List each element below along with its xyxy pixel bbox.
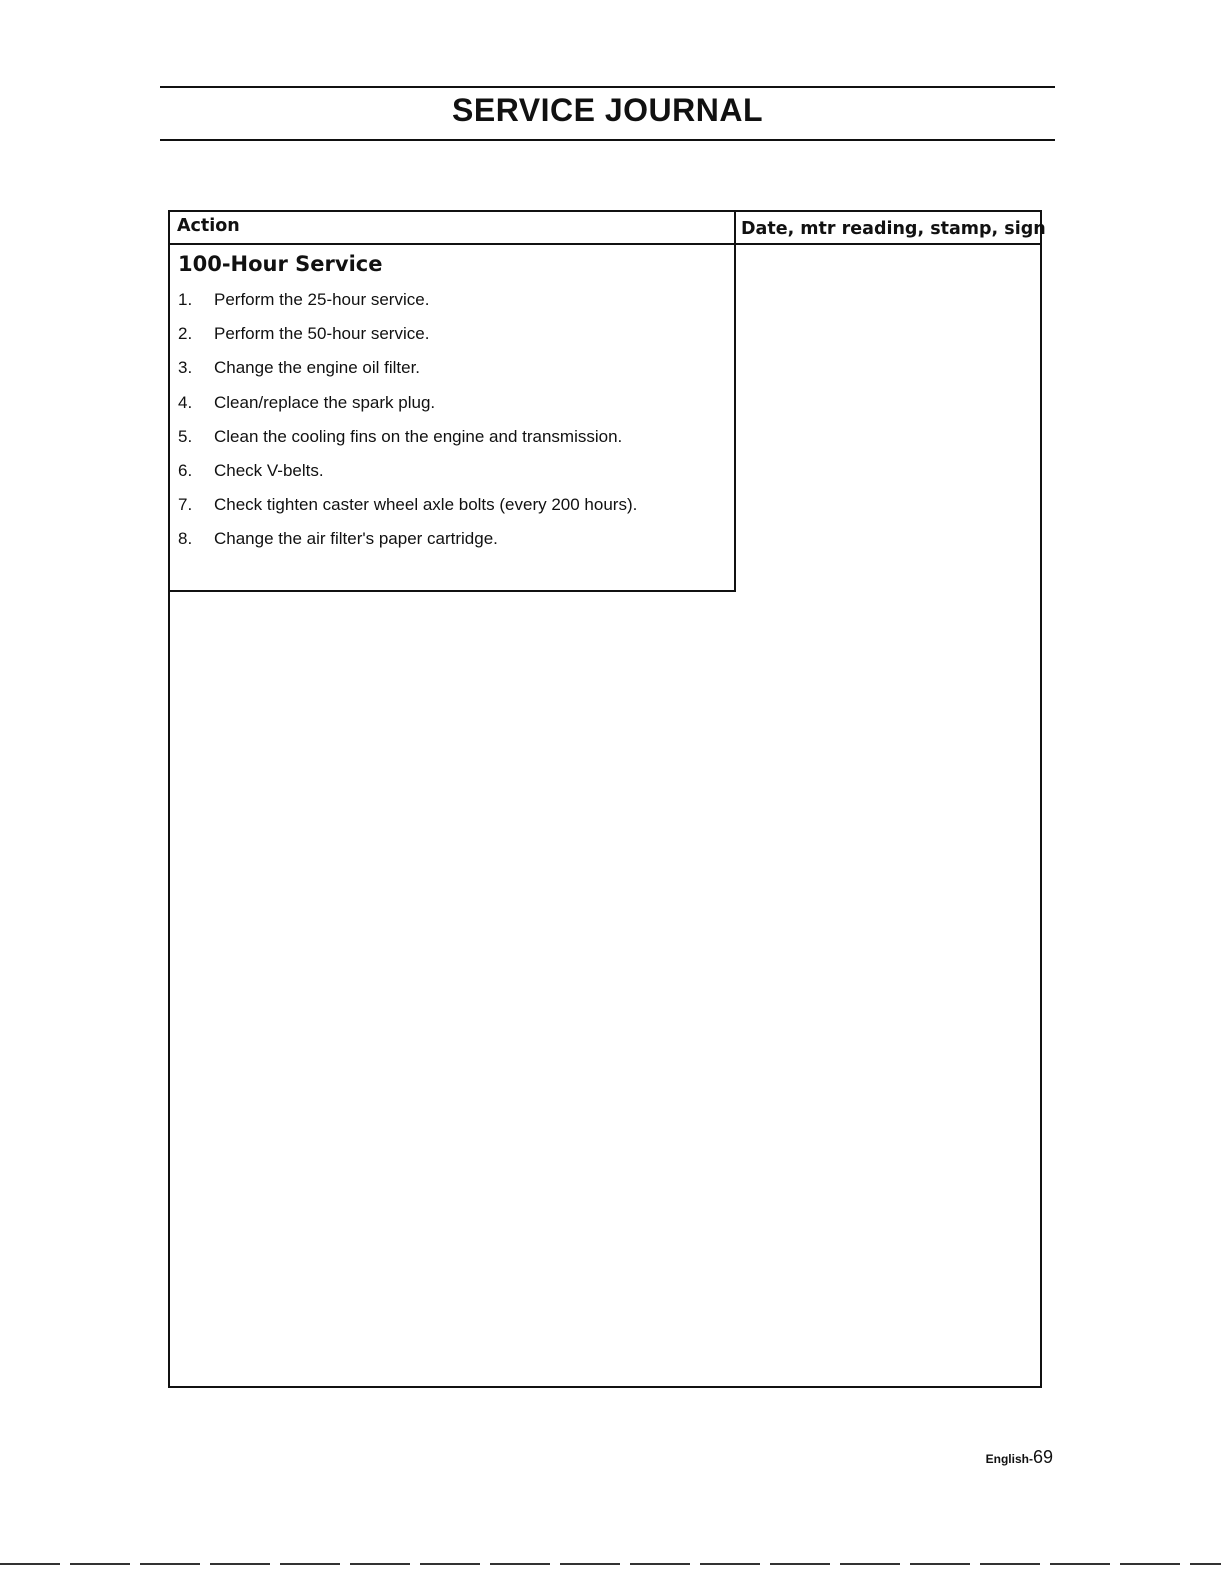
step-number: 1. [178,290,193,309]
list-item [178,393,637,427]
action-column-header: Action [177,216,240,236]
step-text: Perform the 50-hour service. [214,324,430,344]
list-item [178,358,637,392]
page-number: 69 [1032,1447,1053,1467]
column-divider [734,210,736,592]
action-box-bottom [168,590,736,592]
table-top-border [168,210,1042,212]
step-text: Clean the cooling fins on the engine and transmission. [214,426,623,446]
step-number: 4. [178,392,193,412]
table-left-border [168,210,170,1388]
service-steps-list [178,290,637,564]
bottom-edge-rule [0,1563,1221,1565]
step-number: 7. [178,495,193,515]
list-item [178,427,637,461]
table-right-border [1040,210,1042,1388]
record-column-header: Date, mtr reading, stamp, sign [741,219,1046,239]
table-bottom-border [168,1386,1042,1388]
step-text: Perform the 25-hour service. [214,290,430,309]
header-divider [168,243,1042,245]
step-text: Change the air filter's paper cartridge. [214,529,498,549]
list-item [178,290,637,324]
step-number: 8. [178,529,193,549]
step-text: Change the engine oil filter. [214,358,421,378]
section-heading: 100-Hour Service [178,252,383,276]
list-item [178,324,637,358]
step-text: Check V-belts. [214,460,324,480]
step-number: 5. [178,426,193,446]
step-number: 6. [178,460,193,480]
title-top-rule [160,86,1055,88]
title-bottom-rule [160,139,1055,141]
footer-language: English- [985,1452,1033,1466]
list-item [178,495,637,529]
list-item [178,529,637,563]
step-number: 2. [178,324,193,344]
page-title: SERVICE JOURNAL [452,92,763,128]
page-footer [986,1447,1053,1468]
step-text: Check tighten caster wheel axle bolts (every 200 hours). [214,495,638,515]
step-text: Clean/replace the spark plug. [214,392,436,412]
step-number: 3. [178,358,193,378]
list-item [178,461,637,495]
